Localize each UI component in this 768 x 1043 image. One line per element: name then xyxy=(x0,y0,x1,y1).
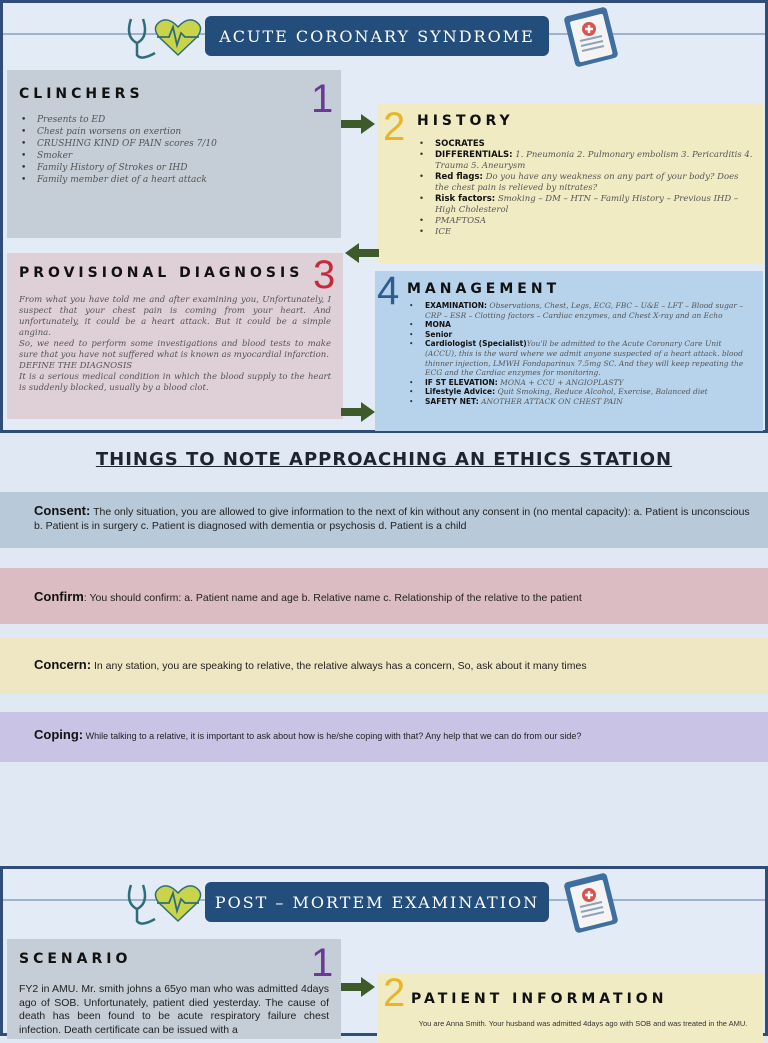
management-box xyxy=(375,271,763,431)
step-number-1: 1 xyxy=(311,941,334,985)
clinchers-list xyxy=(19,114,329,186)
list-item xyxy=(407,397,755,407)
list-item xyxy=(407,320,755,330)
safety-text: ANOTHER ATTACK ON CHEST PAIN xyxy=(481,396,623,406)
coping-text: While talking to a relative, it is important to ask about how is he/she coping with that? Any help that we can do from our side? xyxy=(83,731,582,741)
scenario-heading: SCENARIO xyxy=(19,951,132,967)
list-item xyxy=(417,150,755,172)
consent-text: The only situation, you are allowed to give information to the next of kin without any consent in (no mental capacity): a. Patient is unconscious b. Patient is in surgery c. Patient is diagnosed with dementia or psychosis d. Patient is a child xyxy=(34,506,750,532)
patient-info-heading: PATIENT INFORMATION xyxy=(411,991,668,1007)
list-item xyxy=(407,378,755,388)
history-heading: HISTORY xyxy=(417,113,514,129)
confirm-band xyxy=(0,568,768,624)
list-item xyxy=(407,330,755,340)
cardio-label: Cardiologist (Specialist) xyxy=(425,339,527,349)
confirm-text: : You should confirm: a. Patient name and age b. Relative name c. Relationship of the relative to the patient xyxy=(83,592,582,604)
list-item: • CRUSHING KIND OF PAIN scores 7/10 xyxy=(19,138,329,150)
list-item xyxy=(407,339,755,377)
step-number-1: 1 xyxy=(311,77,334,121)
senior-label: Senior xyxy=(425,329,453,339)
coping-band xyxy=(0,712,768,762)
differentials-label: DIFFERENTIALS: xyxy=(435,150,513,160)
consent-label: Consent: xyxy=(34,503,91,518)
step-number-3: 3 xyxy=(313,253,336,297)
patient-info-box xyxy=(377,973,763,1043)
confirm-label: Confirm xyxy=(34,589,84,604)
list-item xyxy=(417,172,755,194)
cardio-text: You'll be admitted to the Acute Coronary Care Unit (ACCU), this is the ward where we admit anyone suspected of a heart attack. blood thinner injection, LMWH Fondaparinux 7.5mg SC. And they will keep repeating the ECG and the Cardiac enzymes for monitoring. xyxy=(425,339,744,378)
provisional-heading: PROVISIONAL DIAGNOSIS xyxy=(19,265,304,281)
list-item: • Smoker xyxy=(19,150,329,162)
list-item: • Family member diet of a heart attack xyxy=(19,174,329,186)
exam-text: Observations, Chest, Legs, ECG, FBC – U&E – LFT – Blood sugar – CRP – ESR – Clotting factors – Cardiac enzymes, and Chest X-ray and an Echo xyxy=(425,301,744,320)
management-heading: MANAGEMENT xyxy=(407,281,561,297)
lifestyle-label: Lifestyle Advice: xyxy=(425,387,496,397)
concern-band xyxy=(0,638,768,694)
patient-info-text: You are Anna Smith. Your husband was admitted 4days ago with SOB and was treated in the AMU. xyxy=(418,1019,748,1028)
paragraph: DEFINE THE DIAGNOSIS xyxy=(19,361,133,371)
paragraph: From what you have told me and after examining you, Unfortunately, I suspect that your chest pain is coming from your heart. And unfortunately, it could be a heart attack. But it could be a simple angina. xyxy=(19,295,331,338)
clipboard-icon xyxy=(563,871,623,933)
scenario-box xyxy=(7,939,341,1039)
concern-label: Concern: xyxy=(34,657,92,672)
list-item: • Family History of Strokes or IHD xyxy=(19,162,329,174)
risk-text: Smoking – DM – HTN – Family History – Previous IHD –High Cholesterol xyxy=(435,194,739,215)
list-item xyxy=(417,139,755,150)
safety-label: SAFETY NET: xyxy=(425,396,479,406)
lifestyle-text: Quit Smoking, Reduce Alcohol, Exercise, Balanced diet xyxy=(497,387,708,397)
step-number-2: 2 xyxy=(383,105,406,149)
risk-label: Risk factors: xyxy=(435,194,496,204)
paragraph: So, we need to perform some investigations and blood tests to make sure that you have not suffered what is known as myocardial infarction. xyxy=(19,339,331,360)
clipboard-icon xyxy=(563,5,623,67)
scenario-text: FY2 in AMU. Mr. smith johns a 65yo man who was admitted 4days ago of SOB. Unfortunately, patient died yesterday. The cause of death has been found to be acute respiratory failure chest infection. Death certificate can be issued with a xyxy=(19,983,329,1036)
step-number-4: 4 xyxy=(377,269,400,313)
redflags-label: Red flags: xyxy=(435,172,483,182)
list-item xyxy=(407,387,755,397)
acs-slide xyxy=(0,0,768,433)
step-number-2: 2 xyxy=(383,971,406,1015)
list-item: • Chest pain worsens on exertion xyxy=(19,126,329,138)
arrow-right-icon xyxy=(341,402,375,422)
list-item: • PMAFTOSA xyxy=(417,216,755,227)
list-item xyxy=(407,301,755,320)
slide-title: ACUTE CORONARY SYNDROME xyxy=(205,16,549,56)
arrow-right-icon xyxy=(341,977,375,997)
slide-title: POST – MORTEM EXAMINATION xyxy=(205,882,549,922)
st-text: MONA + CCU + ANGIOPLASTY xyxy=(500,377,624,387)
clinchers-heading: CLINCHERS xyxy=(19,86,144,102)
clinchers-box xyxy=(7,70,341,238)
coping-label: Coping: xyxy=(34,727,84,742)
exam-label: EXAMINATION: xyxy=(425,301,488,310)
stethoscope-heart-icon xyxy=(121,879,201,925)
arrow-right-icon xyxy=(341,114,375,134)
history-box xyxy=(377,103,763,263)
ethics-title: THINGS TO NOTE APPROACHING AN ETHICS STATION xyxy=(95,449,673,470)
list-item xyxy=(417,194,755,216)
list-item: • ICE xyxy=(417,227,755,238)
provisional-box xyxy=(7,253,343,419)
concern-text: In any station, you are speaking to relative, the relative always has a concern, So, ask about it many times xyxy=(91,660,587,672)
arrow-left-icon xyxy=(345,243,379,263)
management-list xyxy=(407,301,755,407)
st-label: IF ST ELEVATION: xyxy=(425,377,498,387)
history-list xyxy=(417,139,755,238)
list-item: • Presents to ED xyxy=(19,114,329,126)
stethoscope-heart-icon xyxy=(121,13,201,59)
differentials-text: 1. Pneumonia 2. Pulmonary embolism 3. Pericarditis 4. Trauma 5. Aneurysm xyxy=(435,150,753,171)
socrates-label: SOCRATES xyxy=(435,139,485,149)
consent-band xyxy=(0,492,768,548)
post-mortem-slide xyxy=(0,866,768,1036)
redflags-text: Do you have any weakness on any part of your body? Does the chest pain is relieved by nitrates? xyxy=(435,172,739,193)
mona-label: MONA xyxy=(425,320,451,330)
paragraph: It is a serious medical condition in which the blood supply to the heart is suddenly blocked, usually by a blood clot. xyxy=(19,372,331,393)
provisional-text xyxy=(19,295,331,394)
